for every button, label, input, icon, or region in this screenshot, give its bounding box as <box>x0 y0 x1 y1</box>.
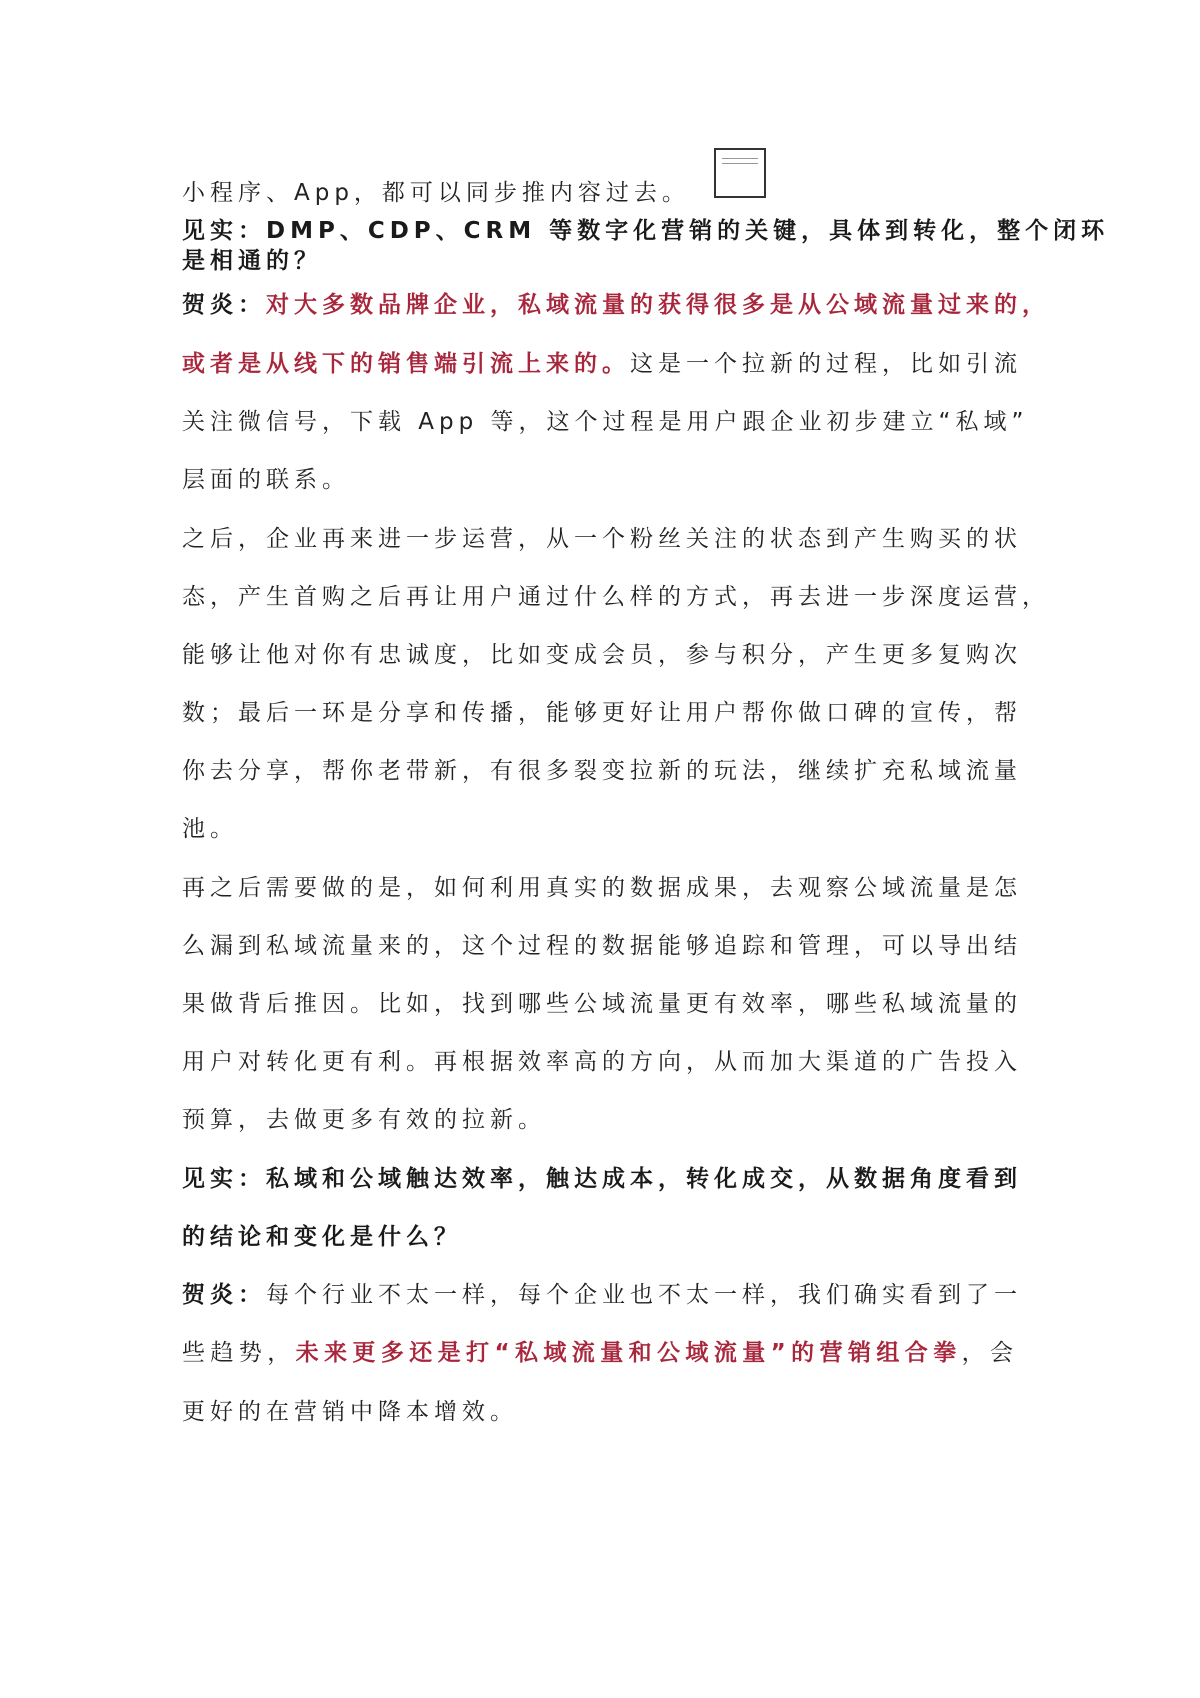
paragraph-line: 小程序、App，都可以同步推内容过去。 <box>182 180 690 206</box>
paragraph-line: 你去分享，帮你老带新，有很多裂变拉新的玩法，继续扩充私域流量 <box>182 758 1022 784</box>
answer-text: 些趋势， <box>182 1340 296 1366</box>
answer-text: ，会 <box>961 1340 1019 1366</box>
speaker-label: 贺炎： <box>182 1282 266 1308</box>
question-heading: 是相通的？ <box>182 248 322 274</box>
answer-line <box>182 1276 1022 1309</box>
paragraph-line: 能够让他对你有忠诚度，比如变成会员，参与积分，产生更多复购次 <box>182 642 1022 668</box>
paragraph-line: 之后，企业再来进一步运营，从一个粉丝关注的状态到产生购买的状 <box>182 526 1022 552</box>
paragraph-line: 关注微信号，下载 App 等，这个过程是用户跟企业初步建立“私域” <box>182 409 1029 435</box>
paragraph-line: 么漏到私域流量来的，这个过程的数据能够追踪和管理，可以导出结 <box>182 933 1022 959</box>
speaker-label: 贺炎： <box>182 292 266 318</box>
paragraph-line: 再之后需要做的是，如何利用真实的数据成果，去观察公域流量是怎 <box>182 875 1022 901</box>
highlight-text: 或者是从线下的销售端引流上来的。 <box>182 351 630 377</box>
highlight-text: 对大多数品牌企业，私域流量的获得很多是从公域流量过来的， <box>266 292 1050 318</box>
page-thumbnail-icon <box>714 148 766 198</box>
answer-text: 每个行业不太一样，每个企业也不太一样，我们确实看到了一 <box>266 1282 1022 1308</box>
paragraph-line: 态，产生首购之后再让用户通过什么样的方式，再去进一步深度运营， <box>182 584 1050 610</box>
paragraph-line: 数；最后一环是分享和传播，能够更好让用户帮你做口碑的宣传，帮 <box>182 700 1022 726</box>
paragraph-line: 更好的在营销中降本增效。 <box>182 1399 518 1425</box>
answer-text: 这是一个拉新的过程，比如引流 <box>630 351 1022 377</box>
paragraph-line: 层面的联系。 <box>182 467 350 493</box>
paragraph-line: 用户对转化更有利。再根据效率高的方向，从而加大渠道的广告投入 <box>182 1049 1022 1075</box>
paragraph-line: 预算，去做更多有效的拉新。 <box>182 1107 546 1133</box>
answer-line <box>182 1334 1018 1367</box>
paragraph-line: 池。 <box>182 816 238 842</box>
paragraph-line: 果做背后推因。比如，找到哪些公域流量更有效率，哪些私域流量的 <box>182 991 1022 1017</box>
highlight-text: 未来更多还是打“私域流量和公域流量”的营销组合拳 <box>295 1340 962 1366</box>
question-heading: 见实：DMP、CDP、CRM 等数字化营销的关键，具体到转化，整个闭环 <box>182 218 1110 244</box>
answer-line <box>182 345 1022 378</box>
question-heading: 的结论和变化是什么？ <box>182 1224 462 1250</box>
answer-line <box>182 286 1050 319</box>
question-heading: 见实：私域和公域触达效率，触达成本，转化成交，从数据角度看到 <box>182 1166 1022 1192</box>
